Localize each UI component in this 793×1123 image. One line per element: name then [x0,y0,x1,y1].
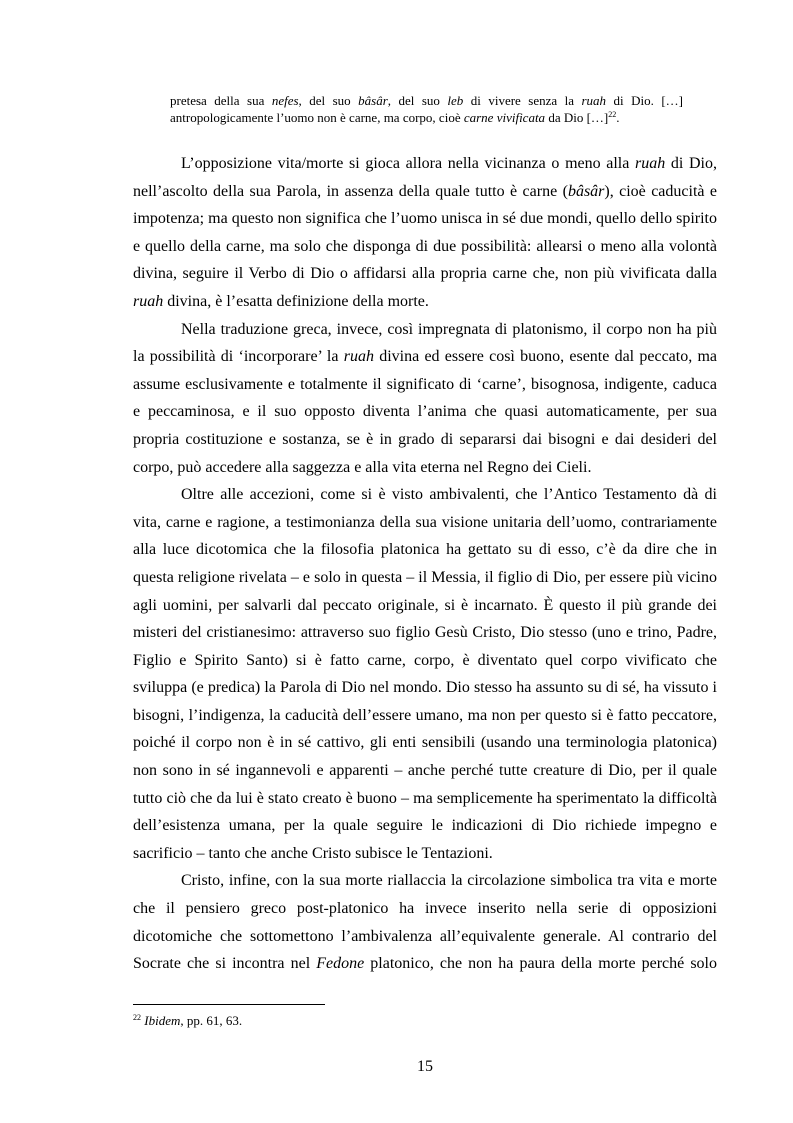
italic-text: ruah [635,155,666,172]
text-run: di Dio. […] antropologicamente l’uomo non è carne, ma corpo, cioè [170,93,683,125]
italic-text: Fedone [316,955,365,973]
text-run: divina, è l’esatta definizione della morte. [163,292,429,310]
paragraph [133,150,717,316]
text-run: , del suo [387,93,448,108]
italic-text: leb [447,93,464,108]
text-run: Oltre alle accezioni, come si è visto ambivalenti, che l’Antico Testamento dà di vita, carne e ragione, a testimonianza della sua visione unitaria dell’uomo, contrariamente alla luce dicotomica che la filosofia platonica ha gettato su di esso, c’è da dire che in questa religione rivelata – e solo in questa – il Messia, il figlio di Dio, per essere più vicino agli uomini, per salvarli dal peccato originale, si è incarnato. È questo il più grande dei misteri del cristianesimo: attraverso suo figlio Gesù Cristo, Dio stesso (uno e trino, Padre, Figlio e Spirito Santo) si è fatto carne, corpo, è diventato quel corpo vivificato che sviluppa (e predica) la Parola di Dio nel mondo. Dio stesso ha assunto su di sé, ha vissuto i bisogni, l’indigenza, la caducità dell’essere umano, ma non per questo si è fatto peccatore, poiché il corpo non è in sé cattivo, gli enti sensibili (usando una terminologia platonica) non sono in sé ingannevoli e apparenti – anche perché tutte creature di Dio, per il quale tutto ciò che da lui è stato creato è buono – ma semplicemente ha sperimentato la difficoltà dell’esistenza umana, per la quale seguire le indicazioni di Dio richiede impegno e sacrificio – tanto che anche Cristo subisce le Tentazioni. [133,486,717,862]
italic-text: carne vivificata [463,110,546,125]
footnote [133,1013,717,1029]
text-run: Nella traduzione greca, invece, così impregnata di platonismo, il corpo non ha più la possibilità di ‘incorporare’ la [133,320,717,366]
paragraph [133,867,717,977]
italic-text: nefes [271,93,299,108]
page-number: 15 [417,1058,433,1075]
paragraph [133,316,717,482]
text-run: , del suo [298,93,359,108]
italic-text: ruah [581,93,607,108]
italic-text: bâsâr [567,182,605,200]
italic-text: Ibidem [144,1013,181,1028]
text-run: , pp. 61, 63. [180,1013,243,1028]
text-run: platonico, che non ha paura della morte perché solo [364,955,717,973]
footnote-separator [133,1004,325,1005]
text-run: L’opposizione vita/morte si gioca allora nella vicinanza o meno alla [181,155,636,172]
italic-text: bâsâr [358,93,388,108]
block-quote [170,92,683,126]
italic-text: ruah [343,348,374,366]
text-run: di Dio, nell’ascolto della sua Parola, in assenza della quale tutto è carne ( [133,155,717,200]
footnote-ref: 22 [608,110,617,120]
text-run: ), cioè caducità e impotenza; ma questo non significa che l’uomo unisca in sé due mondi, quello dello spirito e quello della carne, ma solo che disponga di due possibilità: allearsi o meno alla volontà divina, seguire il Verbo di Dio o affidarsi alla propria carne che, non più vivificata dalla [133,182,718,283]
paragraph [133,481,717,867]
text-run: divina ed essere così buono, esente dal peccato, ma assume esclusivamente e totalmente il significato di ‘carne’, bisognosa, indigente, caduca e peccaminosa, e il suo opposto diventa l’anima che quasi automaticamente, per sua propria costituzione e sostanza, se è in grado di separarsi dai bisogni e dai desideri del corpo, può accedere alla saggezza e alla vita eterna nel Regno dei Cieli. [133,348,718,476]
italic-text: ruah [133,292,164,310]
body-text [133,150,717,978]
text-run: pretesa della sua [170,93,272,108]
text-run: . [616,110,620,125]
text-run: da Dio […] [545,110,609,125]
footnote-ref: 22 [133,1013,142,1023]
text-run: di vivere senza la [463,93,582,108]
text-run: Cristo, infine, con la sua morte riallaccia la circolazione simbolica tra vita e morte che il pensiero greco post-platonico ha invece inserito nella serie di opposizioni dicotomiche che sottomettono l’ambivalenza all’equivalente generale. Al contrario del Socrate che si incontra nel [133,872,717,973]
